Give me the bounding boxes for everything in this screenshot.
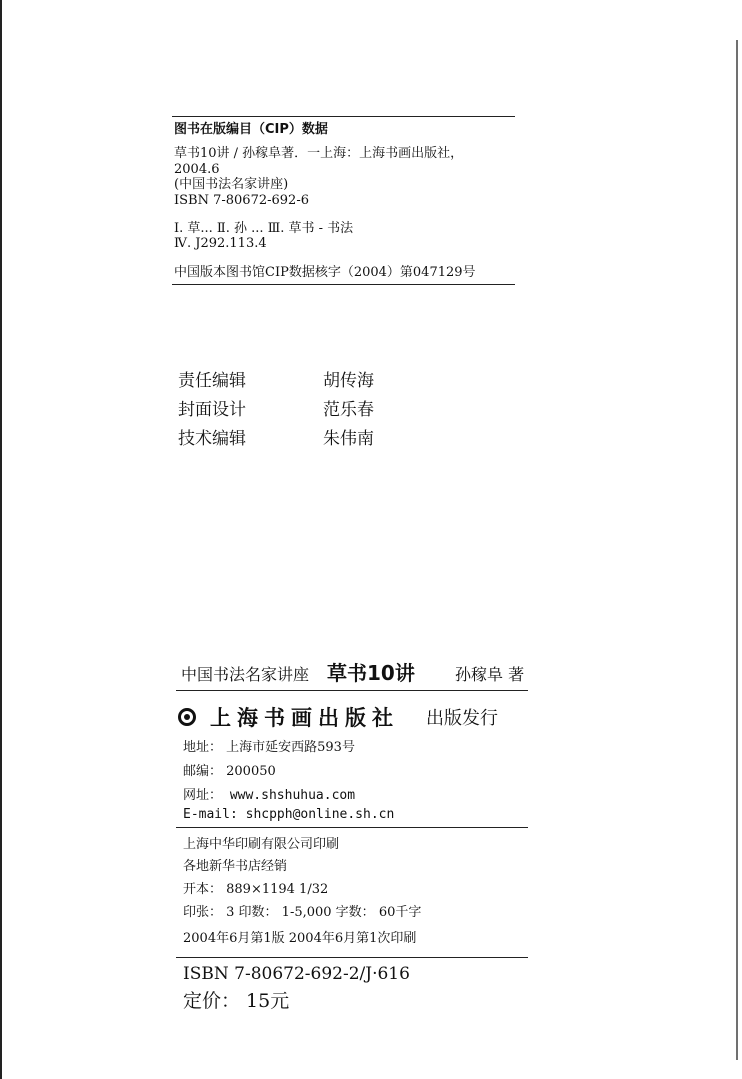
publisher-website: 网址： www.shshuhua.com — [183, 788, 356, 803]
cip-heading: 图书在版编目（CIP）数据 — [174, 122, 328, 137]
publisher-logo-icon — [178, 708, 196, 726]
staff-role-editor: 责任编辑 — [178, 371, 246, 391]
colophon-contact-rule — [176, 827, 528, 828]
page-right-edge — [736, 40, 738, 1060]
staff-name-editor: 胡传海 — [323, 371, 374, 391]
cip-bottom-rule — [172, 284, 515, 285]
cip-top-rule — [172, 116, 515, 117]
cip-subjects-line: Ⅰ. 草... Ⅱ. 孙 ... Ⅲ. 草书 - 书法 — [174, 221, 354, 236]
colophon-author: 孙稼阜 著 — [455, 665, 525, 684]
cip-title-line: 草书10讲 / 孙稼阜著．一上海：上海书画出版社， — [174, 146, 464, 161]
cip-date-line: 2004.6 — [174, 162, 220, 177]
page-left-edge — [0, 0, 2, 1079]
colophon-bottom-rule — [176, 957, 528, 958]
format-line: 开本： 889×1194 1/32 — [183, 882, 329, 897]
staff-name-cover-design: 范乐春 — [323, 400, 374, 420]
cip-series-line: (中国书法名家讲座) — [174, 177, 289, 192]
colophon-series: 中国书法名家讲座 — [181, 665, 310, 684]
staff-role-cover-design: 封面设计 — [178, 400, 246, 420]
cip-verification-line: 中国版本图书馆CIP数据核字（2004）第047129号 — [174, 265, 476, 280]
colophon-title-rule — [176, 690, 528, 691]
publisher-email: E-mail: shcpph@online.sh.cn — [183, 807, 395, 822]
sheets-line: 印张： 3 印数： 1-5,000 字数： 60千字 — [183, 905, 422, 920]
publisher-issuer: 出版发行 — [426, 708, 498, 729]
price-line: 定价： 15元 — [183, 990, 290, 1012]
staff-name-technical-editor: 朱伟南 — [323, 429, 374, 449]
colophon-title: 草书10讲 — [327, 661, 415, 685]
printer-line: 上海中华印刷有限公司印刷 — [183, 837, 340, 852]
isbn-line: ISBN 7-80672-692-2/J·616 — [183, 964, 410, 984]
cip-classification-line: Ⅳ. J292.113.4 — [174, 236, 267, 251]
publisher-name: 上海书画出版社 — [210, 705, 399, 730]
publisher-postcode: 邮编： 200050 — [183, 764, 276, 779]
staff-role-technical-editor: 技术编辑 — [178, 429, 246, 449]
publisher-address: 地址： 上海市延安西路593号 — [183, 740, 355, 755]
edition-line: 2004年6月第1版 2004年6月第1次印刷 — [183, 931, 417, 946]
cip-isbn-line: ISBN 7-80672-692-6 — [174, 193, 309, 208]
distributor-line: 各地新华书店经销 — [183, 859, 288, 874]
